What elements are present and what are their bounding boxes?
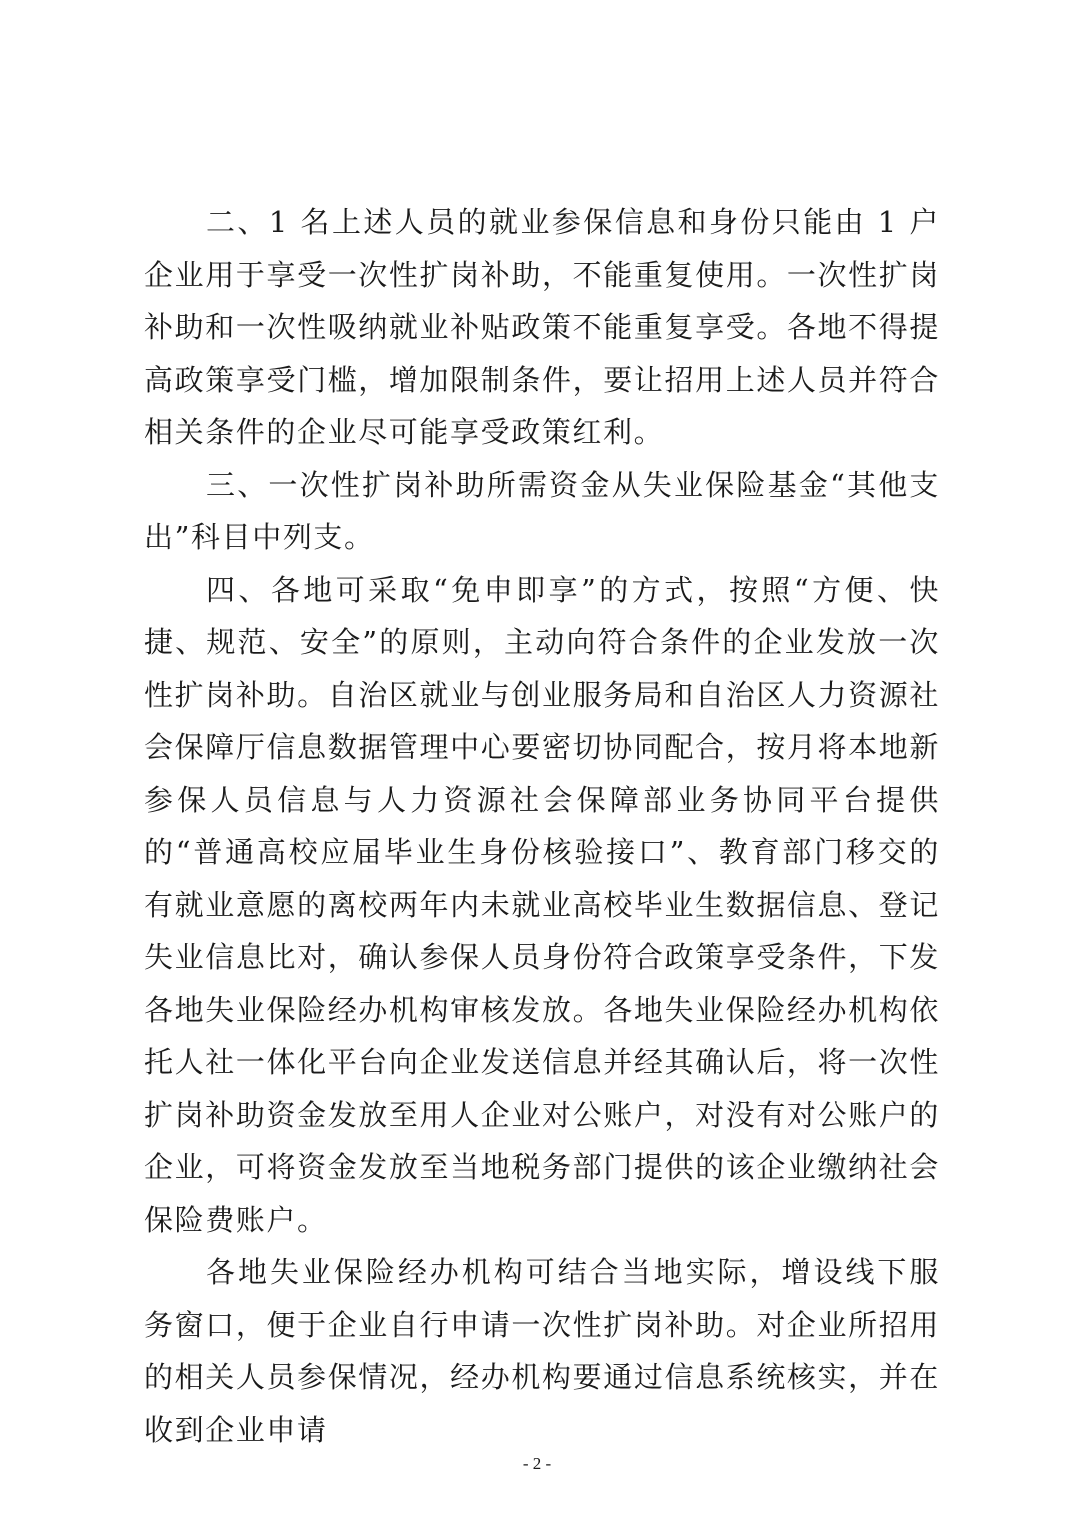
paragraph-item-4-continued: 各地失业保险经办机构可结合当地实际，增设线下服务窗口，便于企业自行申请一次性扩岗补助。对企业所招用的相关人员参保情况，经办机构要通过信息系统核实，并在收到企业申请 [144, 1255, 940, 1447]
paragraph-item-3: 三、一次性扩岗补助所需资金从失业保险基金“其他支出”科目中列支。 [144, 467, 940, 554]
paragraph-item-2: 二、1 名上述人员的就业参保信息和身份只能由 1 户企业用于享受一次性扩岗补助，不能重复使用。一次性扩岗补助和一次性吸纳就业补贴政策不能重复享受。各地不得提高政策享受门槛，增加限制条件，要让招用上述人员并符合相关条件的企业尽可能享受政策红利。 [144, 205, 940, 449]
page-number: - 2 - [522, 1454, 552, 1473]
paragraph-item-4: 四、各地可采取“免申即享”的方式，按照“方便、快捷、规范、安全”的原则，主动向符合条件的企业发放一次性扩岗补助。自治区就业与创业服务局和自治区人力资源社会保障厅信息数据管理中心要密切协同配合，按月将本地新参保人员信息与人力资源社会保障部业务协同平台提供的“普通高校应届毕业生身份核验接口”、教育部门移交的有就业意愿的离校两年内未就业高校毕业生数据信息、登记失业信息比对，确认参保人员身份符合政策享受条件，下发各地失业保险经办机构审核发放。各地失业保险经办机构依托人社一体化平台向企业发送信息并经其确认后，将一次性扩岗补助资金发放至用人企业对公账户，对没有对公账户的企业，可将资金发放至当地税务部门提供的该企业缴纳社会保险费账户。 [144, 572, 940, 1237]
document-body [144, 196, 940, 1456]
